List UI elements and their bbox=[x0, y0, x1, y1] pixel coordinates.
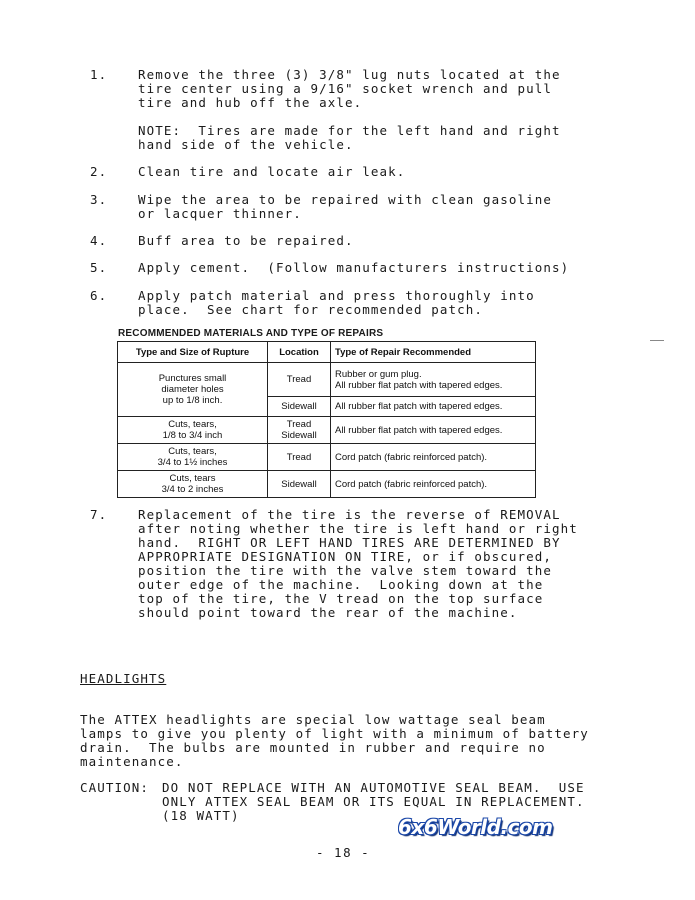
table-header-row bbox=[118, 342, 536, 363]
step-number: 6. bbox=[90, 288, 108, 303]
cell-repair: Cord patch (fabric reinforced patch). bbox=[331, 471, 536, 498]
step-number: 4. bbox=[90, 233, 108, 248]
step-text: Replacement of the tire is the reverse of REMOVAL after noting whether the tire is left hand or right hand. RIGHT OR LEFT HAND TIRES ARE DETERMINED BY APPROPRIATE DESIGNATION ON TIRE, or if obscured, position the tire with the valve stem toward the outer edge of the machine. Looking down at the top of the tire, the V tread on the top surface should point toward the rear of the machine. bbox=[138, 507, 578, 620]
cell-repair: All rubber flat patch with tapered edges. bbox=[331, 417, 536, 444]
cell-location: Tread bbox=[268, 363, 331, 397]
cell-rupture: Punctures small diameter holes up to 1/8 inch. bbox=[118, 363, 268, 417]
note-text: NOTE: Tires are made for the left hand and right hand side of the vehicle. bbox=[138, 123, 561, 152]
table-row bbox=[118, 417, 536, 444]
scan-mark bbox=[650, 340, 664, 341]
step-number: 7. bbox=[90, 507, 108, 522]
repairs-table bbox=[117, 341, 536, 498]
header-rupture: Type and Size of Rupture bbox=[118, 342, 268, 363]
step-number: 3. bbox=[90, 192, 108, 207]
cell-rupture: Cuts, tears, 1/8 to 3/4 inch bbox=[118, 417, 268, 444]
table-title: RECOMMENDED MATERIALS AND TYPE OF REPAIRS bbox=[118, 328, 384, 339]
cell-repair: Cord patch (fabric reinforced patch). bbox=[331, 444, 536, 471]
table-row bbox=[118, 471, 536, 498]
header-repair: Type of Repair Recommended bbox=[331, 342, 536, 363]
step-text: Apply patch material and press thoroughly into place. See chart for recommended patch. bbox=[138, 288, 535, 317]
table-row bbox=[118, 363, 536, 397]
cell-location: Sidewall bbox=[268, 471, 331, 498]
page-number: - 18 - bbox=[316, 845, 371, 860]
caution-text: DO NOT REPLACE WITH AN AUTOMOTIVE SEAL BEAM. USE ONLY ATTEX SEAL BEAM OR ITS EQUAL IN REPLACEMENT. (18 WATT) bbox=[162, 780, 585, 823]
cell-rupture: Cuts, tears 3/4 to 2 inches bbox=[118, 471, 268, 498]
caution-label: CAUTION: bbox=[80, 780, 150, 795]
cell-repair: Rubber or gum plug. All rubber flat patch with tapered edges. bbox=[331, 363, 536, 397]
step-text: Buff area to be repaired. bbox=[138, 233, 354, 248]
step-text: Clean tire and locate air leak. bbox=[138, 164, 406, 179]
cell-location: Tread Sidewall bbox=[268, 417, 331, 444]
watermark-logo: 6x6World.com bbox=[398, 815, 553, 839]
step-number: 2. bbox=[90, 164, 108, 179]
step-number: 1. bbox=[90, 67, 108, 82]
step-text: Remove the three (3) 3/8" lug nuts located at the tire center using a 9/16" socket wrench and pull tire and hub off the axle. bbox=[138, 67, 561, 110]
step-text: Wipe the area to be repaired with clean gasoline or lacquer thinner. bbox=[138, 192, 553, 221]
cell-location: Tread bbox=[268, 444, 331, 471]
cell-repair: All rubber flat patch with tapered edges. bbox=[331, 397, 536, 417]
headlights-paragraph: The ATTEX headlights are special low wattage seal beam lamps to give you plenty of light with a minimum of battery drain. The bulbs are mounted in rubber and require no maintenance. bbox=[80, 712, 589, 769]
cell-rupture: Cuts, tears, 3/4 to 1½ inches bbox=[118, 444, 268, 471]
table-row bbox=[118, 444, 536, 471]
header-location: Location bbox=[268, 342, 331, 363]
section-heading-headlights: HEADLIGHTS bbox=[80, 671, 167, 686]
step-number: 5. bbox=[90, 260, 108, 275]
cell-location: Sidewall bbox=[268, 397, 331, 417]
step-text: Apply cement. (Follow manufacturers instructions) bbox=[138, 260, 570, 275]
